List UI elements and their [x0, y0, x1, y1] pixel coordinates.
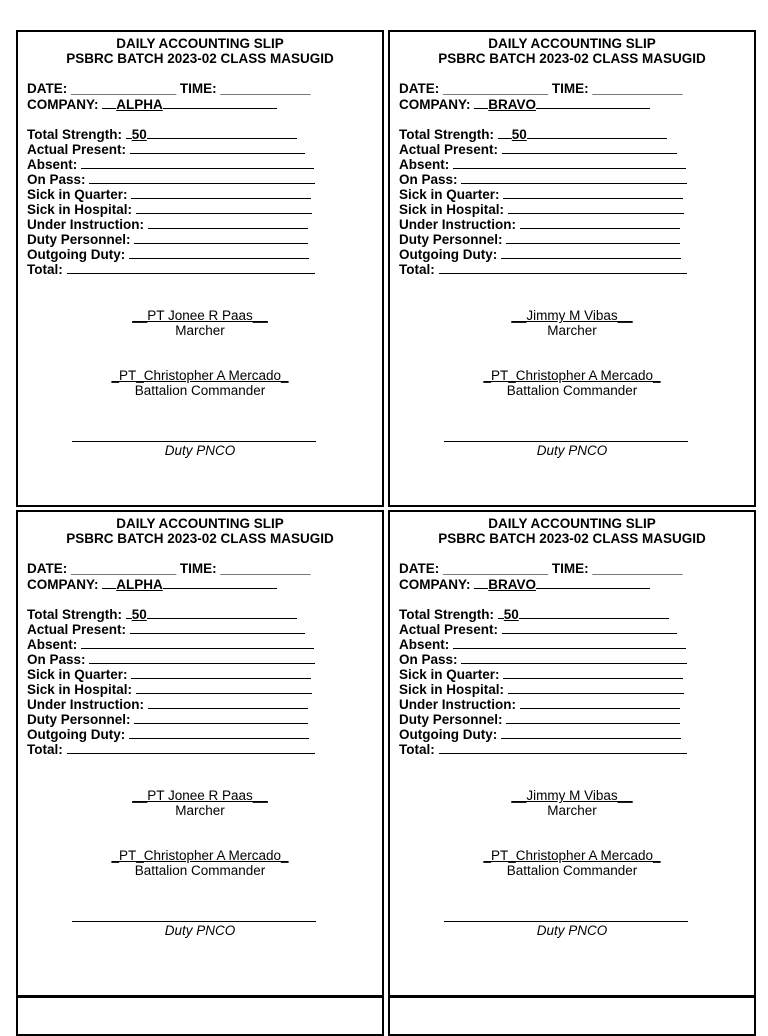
signature-line	[444, 921, 688, 922]
marcher-role: Marcher	[547, 803, 597, 818]
commander-role: Battalion Commander	[506, 383, 638, 398]
field-row	[27, 246, 309, 262]
field-label: Absent:	[399, 157, 450, 172]
field-row	[399, 216, 680, 232]
total-strength-label: Total Strength:	[399, 127, 494, 142]
field-label: On Pass:	[399, 172, 458, 187]
field-label: Actual Present:	[27, 622, 127, 637]
field-label: Sick in Quarter:	[27, 667, 128, 682]
field-row	[399, 681, 684, 697]
company-value: BRAVO	[488, 577, 537, 592]
accounting-slip-partial-right	[388, 996, 756, 1036]
company-row	[399, 96, 650, 112]
field-row	[27, 156, 314, 172]
total-strength-label: Total Strength:	[27, 127, 122, 142]
slip-title: DAILY ACCOUNTING SLIP	[488, 36, 656, 51]
field-label: Total:	[27, 742, 63, 757]
duty-pnco-label: Duty PNCO	[536, 923, 608, 938]
duty-pnco-label: Duty PNCO	[164, 443, 236, 458]
field-label: Total:	[399, 262, 435, 277]
company-label: COMPANY:	[27, 577, 99, 592]
field-row	[399, 171, 687, 187]
accounting-slip-partial-left	[16, 996, 384, 1036]
field-label: Sick in Hospital:	[399, 682, 505, 697]
accounting-slip-alpha-top	[16, 30, 384, 507]
field-label: Outgoing Duty:	[399, 247, 498, 262]
field-row	[399, 156, 686, 172]
field-label: Actual Present:	[27, 142, 127, 157]
company-value: ALPHA	[116, 577, 163, 592]
company-value: ALPHA	[116, 97, 163, 112]
commander-name: _PT_Christopher A Mercado_	[483, 368, 661, 383]
commander-name: _PT_Christopher A Mercado_	[111, 848, 289, 863]
field-row	[27, 171, 315, 187]
accounting-slip-bravo-bottom	[388, 510, 756, 997]
field-row	[27, 741, 315, 757]
field-label: Absent:	[27, 637, 78, 652]
field-row	[399, 231, 680, 247]
field-row	[27, 696, 308, 712]
field-row	[399, 741, 687, 757]
field-row	[399, 666, 683, 682]
field-label: Duty Personnel:	[27, 232, 131, 247]
marcher-role: Marcher	[175, 803, 225, 818]
field-label: Duty Personnel:	[399, 712, 503, 727]
duty-pnco-label: Duty PNCO	[536, 443, 608, 458]
field-row	[27, 186, 311, 202]
field-row	[399, 246, 681, 262]
field-row	[399, 696, 680, 712]
slip-title: DAILY ACCOUNTING SLIP	[488, 516, 656, 531]
field-label: Total:	[399, 742, 435, 757]
signature-line	[72, 441, 316, 442]
total-strength-row	[399, 606, 669, 622]
date-time-line: DATE: ______________ TIME: ____________	[399, 81, 683, 96]
company-label: COMPANY:	[27, 97, 99, 112]
field-label: Outgoing Duty:	[399, 727, 498, 742]
slip-title: DAILY ACCOUNTING SLIP	[116, 516, 284, 531]
field-row	[27, 216, 308, 232]
field-label: Sick in Quarter:	[399, 667, 500, 682]
marcher-name: __Jimmy M Vibas__	[511, 788, 633, 803]
field-label: Absent:	[27, 157, 78, 172]
field-row	[399, 726, 681, 742]
total-strength-row	[27, 126, 297, 142]
field-row	[27, 231, 308, 247]
slip-title: DAILY ACCOUNTING SLIP	[116, 36, 284, 51]
field-row	[399, 186, 683, 202]
slip-subtitle: PSBRC BATCH 2023-02 CLASS MASUGID	[438, 531, 706, 546]
commander-role: Battalion Commander	[134, 863, 266, 878]
field-label: Under Instruction:	[399, 697, 516, 712]
total-strength-row	[27, 606, 297, 622]
duty-pnco-label: Duty PNCO	[164, 923, 236, 938]
field-label: On Pass:	[27, 652, 86, 667]
slip-subtitle: PSBRC BATCH 2023-02 CLASS MASUGID	[66, 531, 334, 546]
marcher-name: __PT Jonee R Paas__	[132, 308, 268, 323]
slip-subtitle: PSBRC BATCH 2023-02 CLASS MASUGID	[438, 51, 706, 66]
field-row	[27, 651, 315, 667]
marcher-role: Marcher	[547, 323, 597, 338]
field-row	[27, 726, 309, 742]
field-label: Sick in Hospital:	[27, 202, 133, 217]
field-label: Under Instruction:	[399, 217, 516, 232]
field-row	[399, 201, 684, 217]
signature-line	[72, 921, 316, 922]
field-label: Under Instruction:	[27, 697, 144, 712]
field-label: Total:	[27, 262, 63, 277]
company-row	[27, 96, 277, 112]
slip-subtitle: PSBRC BATCH 2023-02 CLASS MASUGID	[66, 51, 334, 66]
marcher-role: Marcher	[175, 323, 225, 338]
total-strength-value: 50	[503, 607, 519, 622]
total-strength-row	[399, 126, 667, 142]
accounting-slip-bravo-top	[388, 30, 756, 507]
commander-role: Battalion Commander	[506, 863, 638, 878]
company-row	[399, 576, 650, 592]
field-row	[399, 651, 687, 667]
field-label: Under Instruction:	[27, 217, 144, 232]
total-strength-value: 50	[131, 127, 147, 142]
field-label: Absent:	[399, 637, 450, 652]
field-label: Sick in Hospital:	[399, 202, 505, 217]
field-row	[27, 261, 315, 277]
company-label: COMPANY:	[399, 577, 471, 592]
company-row	[27, 576, 277, 592]
company-label: COMPANY:	[399, 97, 471, 112]
commander-name: _PT_Christopher A Mercado_	[483, 848, 661, 863]
date-time-line: DATE: ______________ TIME: ____________	[399, 561, 683, 576]
field-row	[399, 141, 677, 157]
total-strength-value: 50	[131, 607, 147, 622]
marcher-name: __Jimmy M Vibas__	[511, 308, 633, 323]
field-label: Outgoing Duty:	[27, 727, 126, 742]
commander-name: _PT_Christopher A Mercado_	[111, 368, 289, 383]
total-strength-value: 50	[511, 127, 527, 142]
total-strength-label: Total Strength:	[399, 607, 494, 622]
field-row	[399, 711, 680, 727]
field-label: Outgoing Duty:	[27, 247, 126, 262]
field-row	[399, 636, 686, 652]
field-row	[399, 261, 687, 277]
field-label: Sick in Quarter:	[399, 187, 500, 202]
field-row	[27, 666, 311, 682]
field-row	[27, 636, 314, 652]
accounting-slip-alpha-bottom	[16, 510, 384, 997]
commander-role: Battalion Commander	[134, 383, 266, 398]
date-time-line: DATE: ______________ TIME: ____________	[27, 561, 311, 576]
marcher-name: __PT Jonee R Paas__	[132, 788, 268, 803]
field-row	[27, 141, 305, 157]
field-label: Duty Personnel:	[27, 712, 131, 727]
field-row	[399, 621, 677, 637]
field-label: Sick in Hospital:	[27, 682, 133, 697]
company-value: BRAVO	[488, 97, 537, 112]
field-row	[27, 201, 312, 217]
total-strength-label: Total Strength:	[27, 607, 122, 622]
field-label: Sick in Quarter:	[27, 187, 128, 202]
field-row	[27, 711, 308, 727]
field-label: On Pass:	[27, 172, 86, 187]
signature-line	[444, 441, 688, 442]
date-time-line: DATE: ______________ TIME: ____________	[27, 81, 311, 96]
field-label: Actual Present:	[399, 142, 499, 157]
field-row	[27, 681, 312, 697]
field-row	[27, 621, 305, 637]
field-label: Actual Present:	[399, 622, 499, 637]
field-label: Duty Personnel:	[399, 232, 503, 247]
field-label: On Pass:	[399, 652, 458, 667]
